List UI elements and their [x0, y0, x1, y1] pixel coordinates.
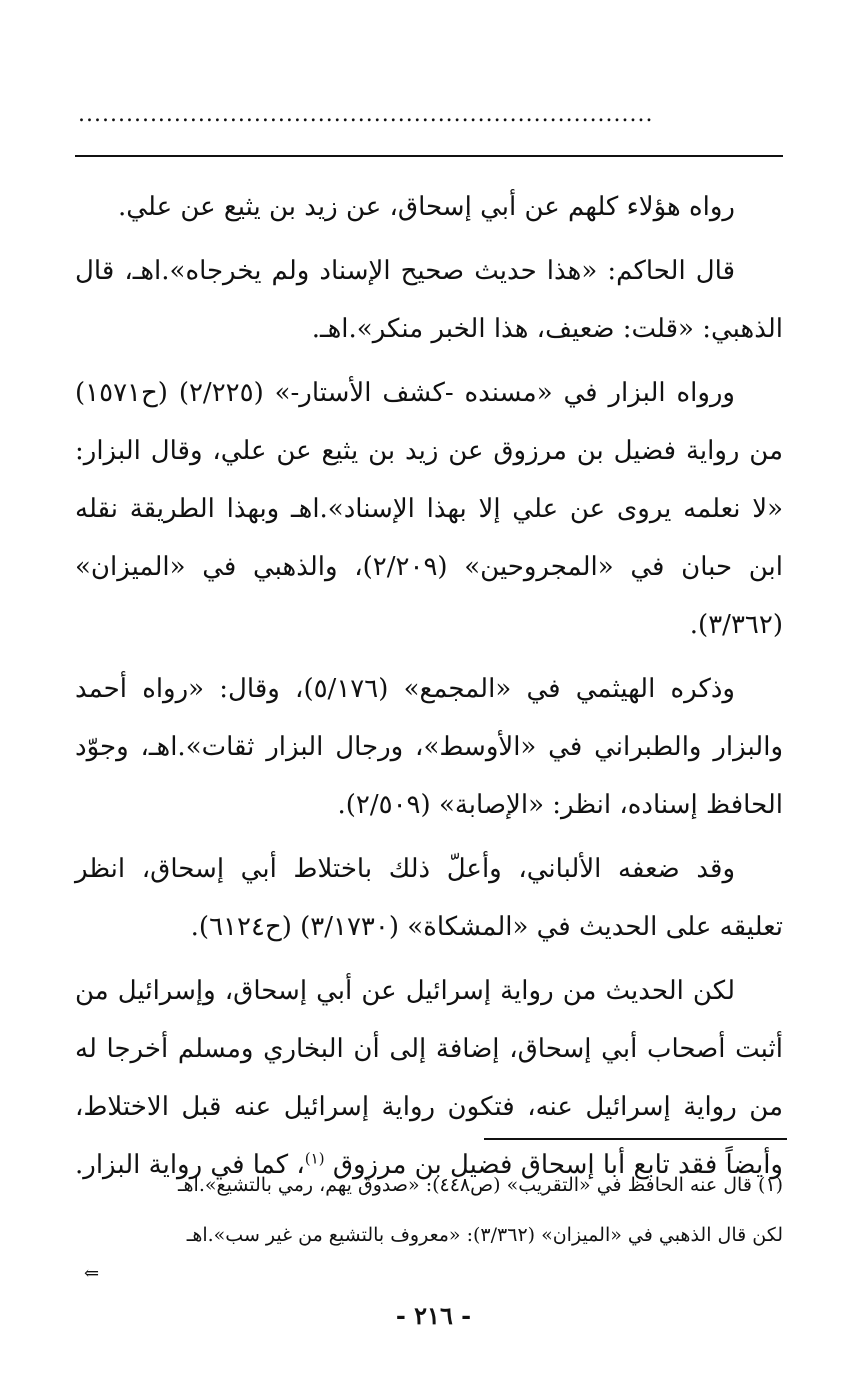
footnote-reference[interactable]: (١): [304, 1149, 325, 1168]
main-text: [75, 178, 783, 1200]
header-dotted-line: ........................................................................: [78, 102, 654, 127]
continuation-arrow-icon: ⇐: [84, 1263, 100, 1284]
header-rule: [75, 155, 783, 157]
footnote-separator: [484, 1138, 787, 1140]
footnote-line: (١) قال عنه الحافظ في «التقريب» (ص٤٤٨): «صدوق يهم، رمي بالتشيع».اهـ: [177, 1174, 783, 1196]
paragraph-tail: ، كما في رواية البزار.: [75, 1150, 305, 1180]
page-number: - ٢١٦ -: [395, 1301, 472, 1330]
paragraph: قال الحاكم: «هذا حديث صحيح الإسناد ولم يخرجاه».اهـ، قال الذهبي: «قلت: ضعيف، هذا الخبر منكر».اهـ.: [75, 256, 783, 344]
paragraph-text: لكن الحديث من رواية إسرائيل عن أبي إسحاق، وإسرائيل من أثبت أصحاب أبي إسحاق، إضافة إلى أن البخاري ومسلم أخرجا له من رواية إسرائيل عنه، فتكون رواية إسرائيل عنه قبل الاختلاط، وأيضاً فقد تابع أبا إسحاق فضيل بن مرزوق: [75, 976, 783, 1180]
paragraph: وذكره الهيثمي في «المجمع» (٥/١٧٦)، وقال: «رواه أحمد والبزار والطبراني في «الأوسط»، ورجال البزار ثقات».اهـ، وجوّد الحافظ إسناده، انظر: «الإصابة» (٢/٥٠٩).: [75, 674, 783, 820]
paragraph: وقد ضعفه الألباني، وأعلّ ذلك باختلاط أبي إسحاق، انظر تعليقه على الحديث في «المشكاة» (٣/١٧٣٠) (ح٦١٢٤).: [75, 854, 783, 942]
footnote: [75, 1160, 783, 1260]
footnote-line: لكن قال الذهبي في «الميزان» (٣/٣٦٢): «معروف بالتشيع من غير سب».اهـ: [186, 1224, 783, 1246]
paragraph: رواه هؤلاء كلهم عن أبي إسحاق، عن زيد بن يثيع عن علي.: [118, 192, 735, 222]
paragraph: ورواه البزار في «مسنده -كشف الأستار-» (٢/٢٢٥) (ح١٥٧١) من رواية فضيل بن مرزوق عن زيد بن يثيع عن علي، وقال البزار: «لا نعلمه يروى عن علي إلا بهذا الإسناد».اهـ وبهذا الطريقة نقله ابن حبان في «المجروحين» (٢/٢٠٩)، والذهبي في «الميزان» (٣/٣٦٢).: [75, 378, 784, 640]
